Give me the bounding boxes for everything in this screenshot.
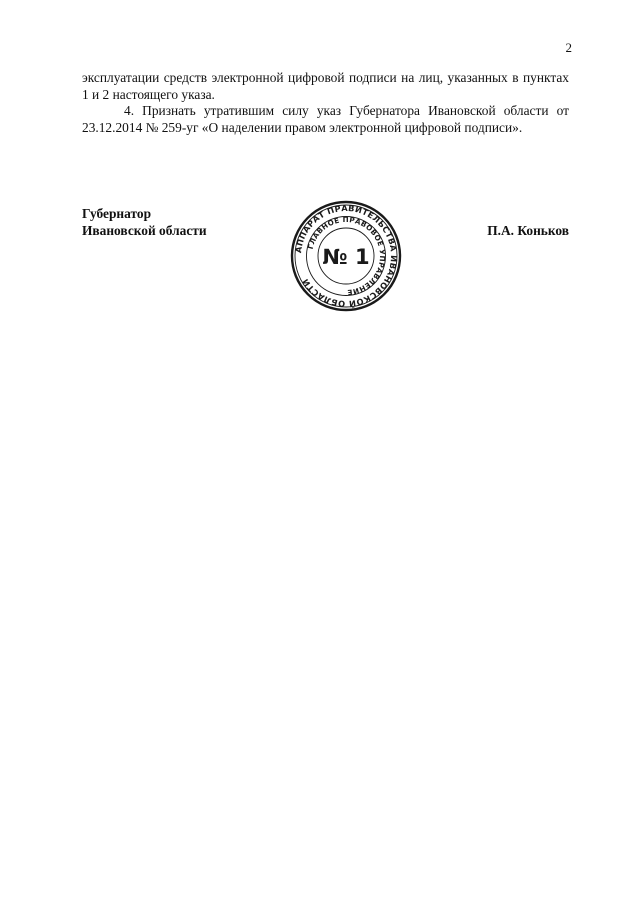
paragraph-continuation: эксплуатации средств электронной цифровой подписи на лиц, указанных в пунктах 1 и 2 настоящего указа. [82, 70, 569, 102]
seal-outer-text: АППАРАТ ПРАВИТЕЛЬСТВА ИВАНОВСКОЙ ОБЛАСТИ [293, 202, 400, 310]
page-number: 2 [565, 40, 572, 55]
official-seal [288, 200, 404, 312]
signatory-position-line1: Губернатор [82, 206, 152, 221]
seal-center-text: № 1 [322, 245, 370, 269]
signatory-position [82, 206, 207, 239]
seal-graphic [288, 200, 404, 312]
document-body [82, 70, 569, 136]
paragraph-item-4: 4. Признать утратившим силу указ Губернатора Ивановской области от 23.12.2014 № 259-уг «О наделении правом электронной цифровой подписи». [82, 103, 569, 135]
signatory-name: П.А. Коньков [487, 223, 569, 238]
signatory-position-line2: Ивановской области [82, 222, 207, 238]
seal-inner-text: ГЛАВНОЕ ПРАВОВОЕ УПРАВЛЕНИЕ [305, 214, 388, 298]
